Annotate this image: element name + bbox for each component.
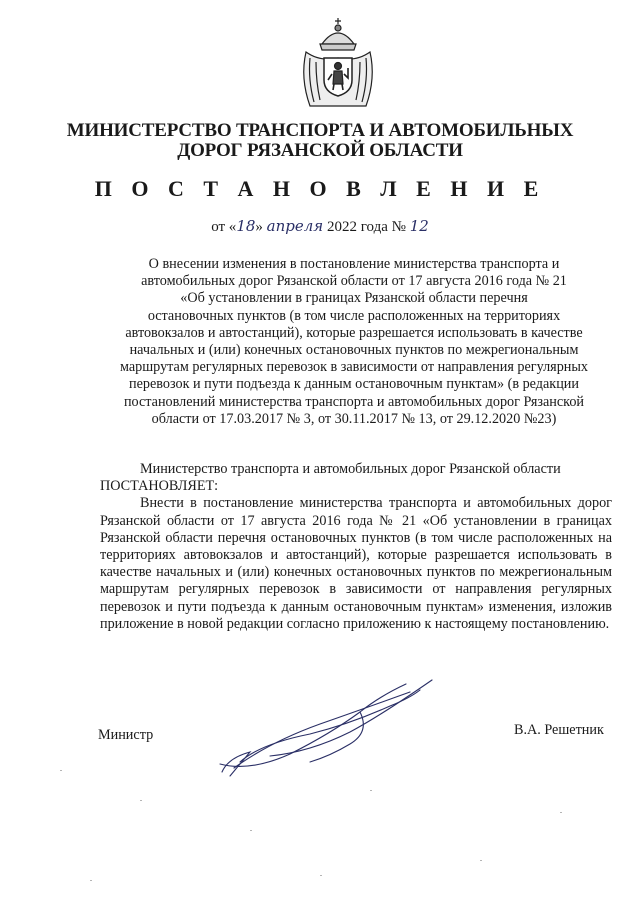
ministry-line-2: ДОРОГ РЯЗАНСКОЙ ОБЛАСТИ — [177, 140, 463, 161]
scan-speck — [90, 880, 92, 881]
body-paragraph: Внести в постановление министерства транспорта и автомобильных дорог Рязанской области от 17 августа 2016 года № 21 «Об установлении в границах Рязанской области перечня остановочных пунктов (в том числе расположенных на территориях автовокзалов и автостанций), которые разрешается использовать в качестве начальных и (или) конечных остановочных пунктов по межрегиональным маршрутам регулярных перевозок в зависимости от направления регулярных перевозок и пути подъезда к данным остановочным пунктам» изменения, изложив приложение в новой редакции согласно приложению к настоящему постановлению. — [100, 495, 612, 632]
date-year: 2022 года № — [326, 219, 406, 235]
scan-speck — [320, 875, 322, 876]
scan-speck — [140, 800, 142, 801]
subject-line: постановлений министерства транспорта и автомобильных дорог Рязанской — [123, 393, 585, 410]
scan-speck — [370, 790, 372, 791]
subject-line: маршрутам регулярных перевозок в зависимости от направления регулярных — [119, 359, 589, 376]
subject-line: области от 17.03.2017 № 3, от 30.11.2017 № 13, от 29.12.2020 №23) — [151, 410, 557, 427]
date-month: апреля — [266, 217, 324, 235]
subject-line: перевозок и пути подъезда к данным остановочным пунктам» (в редакции — [129, 376, 579, 393]
scan-speck — [250, 830, 252, 831]
subject-line: автомобильных дорог Рязанской области от 17 августа 2016 года № 21 — [141, 273, 567, 290]
subject-line: «Об установлении в границах Рязанской области перечня — [180, 290, 528, 307]
date-close: » — [255, 219, 263, 235]
ministry-line-1: МИНИСТЕРСТВО ТРАНСПОРТА И АВТОМОБИЛЬНЫХ — [66, 120, 574, 141]
date-line — [0, 217, 640, 236]
ministry-name — [40, 121, 600, 161]
document-subject — [96, 256, 612, 428]
coat-of-arms-icon — [296, 18, 380, 114]
subject-line: О внесении изменения в постановление министерства транспорта и — [148, 256, 560, 272]
scan-speck — [60, 770, 62, 771]
subject-line: остановочных пунктов (в том числе расположенных на территориях — [147, 307, 561, 324]
scan-speck — [560, 812, 562, 813]
handwritten-signature-icon — [210, 672, 440, 782]
scan-speck — [480, 860, 482, 861]
document-body — [100, 461, 612, 633]
body-decree-word: ПОСТАНОВЛЯЕТ: — [100, 478, 219, 495]
date-day: 18 — [236, 217, 256, 235]
signatory-name: В.А. Решетник — [514, 722, 604, 738]
body-intro: Министерство транспорта и автомобильных дорог Рязанской области — [140, 461, 561, 477]
signatory-position: Министр — [98, 727, 154, 743]
subject-line: автовокзалов и автостанций), которые разрешается использовать в качестве — [125, 324, 583, 341]
subject-line: начальных и (или) конечных остановочных пунктов по межрегиональным — [129, 342, 579, 359]
document-number: 12 — [409, 217, 429, 235]
date-prefix: от « — [211, 219, 237, 235]
document-type-title: П О С Т А Н О В Л Е Н И Е — [94, 176, 546, 201]
